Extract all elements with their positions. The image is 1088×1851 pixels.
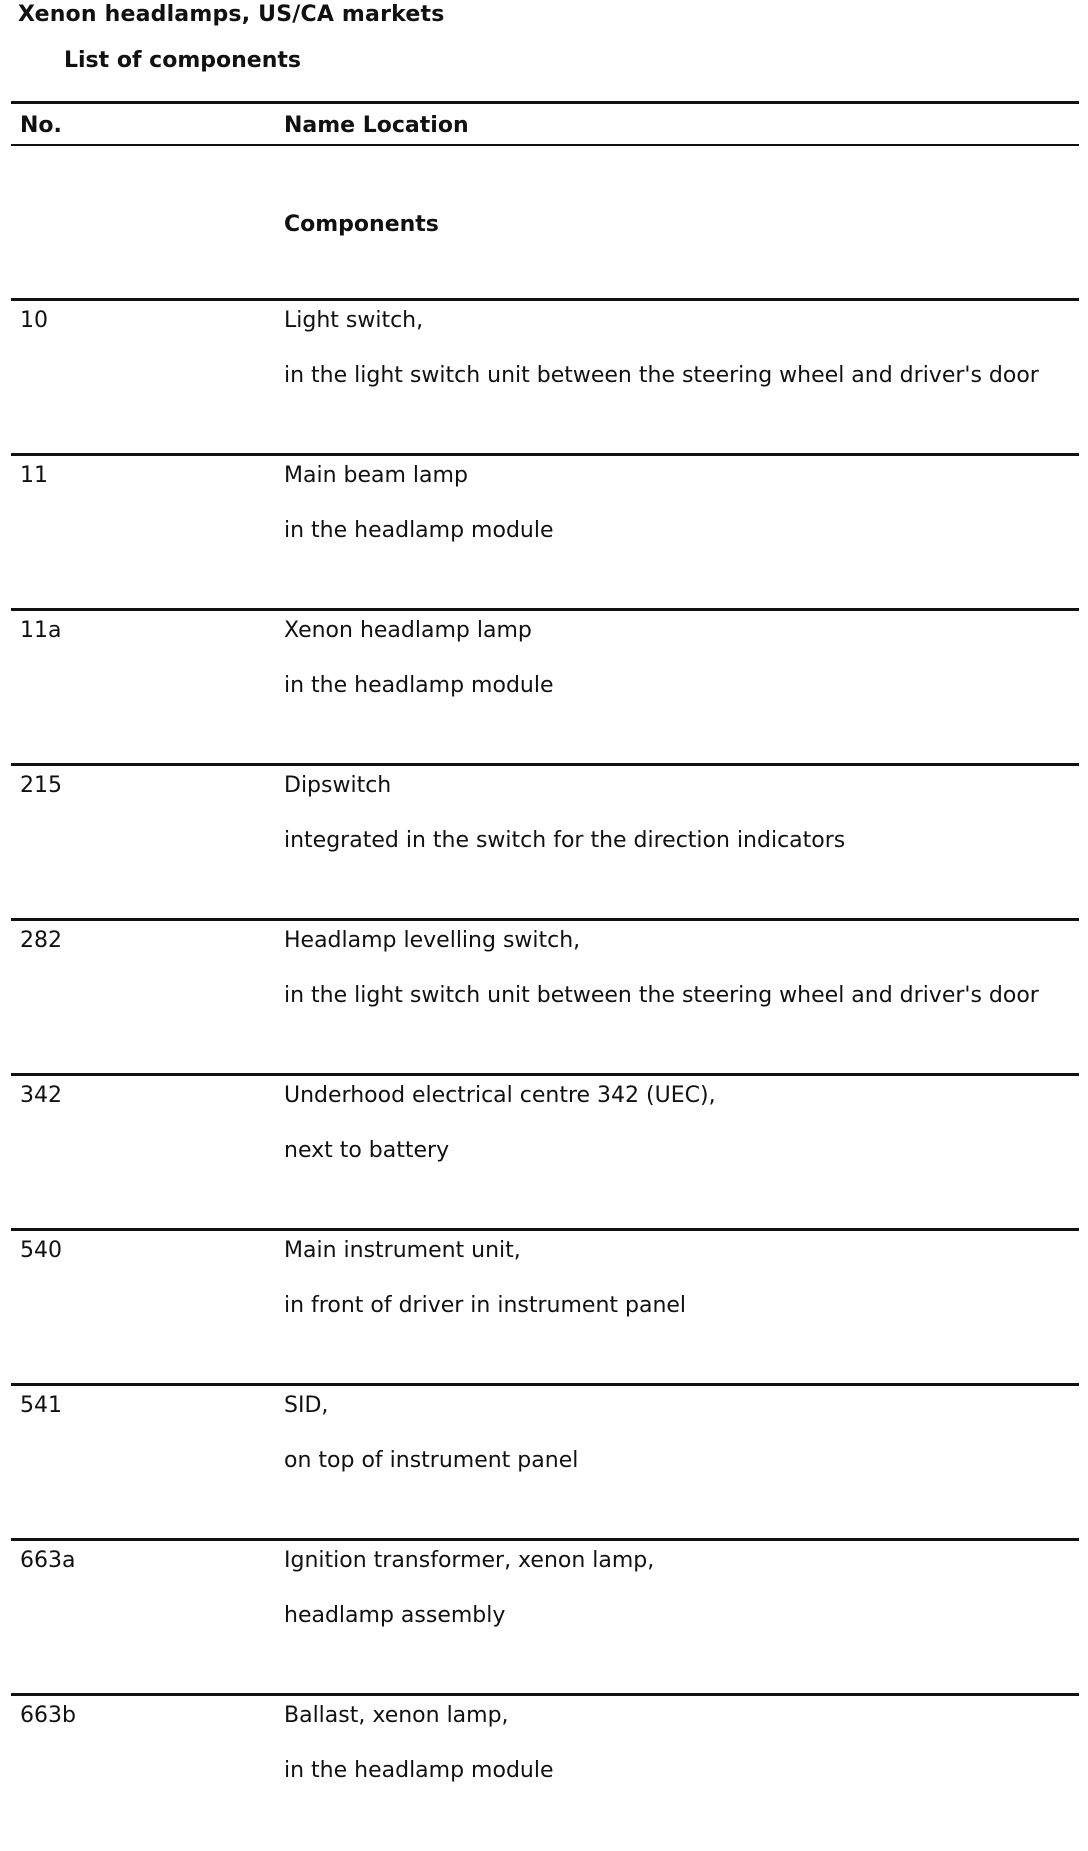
section-row-components bbox=[11, 146, 1079, 301]
item-location: integrated in the switch for the direction indicators bbox=[284, 828, 846, 853]
table-row bbox=[11, 1541, 1079, 1696]
item-location: next to battery bbox=[284, 1138, 450, 1163]
table-row bbox=[11, 921, 1079, 1076]
item-location: in front of driver in instrument panel bbox=[284, 1293, 687, 1318]
item-name: Light switch, bbox=[284, 308, 424, 333]
item-name: Main beam lamp bbox=[284, 463, 468, 488]
item-number: 663b bbox=[20, 1703, 76, 1728]
header-name-location: Name Location bbox=[284, 113, 469, 138]
table-rows bbox=[11, 301, 1079, 1851]
item-name: Headlamp levelling switch, bbox=[284, 928, 581, 953]
item-name: Dipswitch bbox=[284, 773, 392, 798]
item-location: in the headlamp module bbox=[284, 518, 554, 543]
table-header-row bbox=[11, 101, 1079, 146]
item-number: 282 bbox=[20, 928, 62, 953]
item-number: 215 bbox=[20, 773, 62, 798]
item-location: in the headlamp module bbox=[284, 1758, 554, 1783]
header-no: No. bbox=[20, 113, 62, 138]
table-row bbox=[11, 766, 1079, 921]
table-row bbox=[11, 301, 1079, 456]
item-location: in the light switch unit between the steering wheel and driver's door bbox=[284, 363, 1039, 388]
item-number: 11a bbox=[20, 618, 62, 643]
table-row bbox=[11, 1076, 1079, 1231]
components-table bbox=[11, 101, 1079, 1851]
item-location: in the light switch unit between the steering wheel and driver's door bbox=[284, 983, 1039, 1008]
item-number: 11 bbox=[20, 463, 48, 488]
item-name: Ballast, xenon lamp, bbox=[284, 1703, 509, 1728]
table-row bbox=[11, 1231, 1079, 1386]
item-number: 342 bbox=[20, 1083, 62, 1108]
item-number: 663a bbox=[20, 1548, 76, 1573]
item-number: 541 bbox=[20, 1393, 62, 1418]
item-name: Ignition transformer, xenon lamp, bbox=[284, 1548, 655, 1573]
document-title: Xenon headlamps, US/CA markets bbox=[18, 2, 445, 27]
item-number: 10 bbox=[20, 308, 48, 333]
item-location: in the headlamp module bbox=[284, 673, 554, 698]
table-row bbox=[11, 1386, 1079, 1541]
document-subtitle: List of components bbox=[64, 48, 301, 73]
item-name: SID, bbox=[284, 1393, 329, 1418]
table-row bbox=[11, 1696, 1079, 1851]
item-number: 540 bbox=[20, 1238, 62, 1263]
table-row bbox=[11, 456, 1079, 611]
item-name: Underhood electrical centre 342 (UEC), bbox=[284, 1083, 716, 1108]
item-name: Xenon headlamp lamp bbox=[284, 618, 532, 643]
table-row bbox=[11, 611, 1079, 766]
item-location: on top of instrument panel bbox=[284, 1448, 579, 1473]
section-label: Components bbox=[284, 212, 439, 237]
item-location: headlamp assembly bbox=[284, 1603, 506, 1628]
item-name: Main instrument unit, bbox=[284, 1238, 521, 1263]
